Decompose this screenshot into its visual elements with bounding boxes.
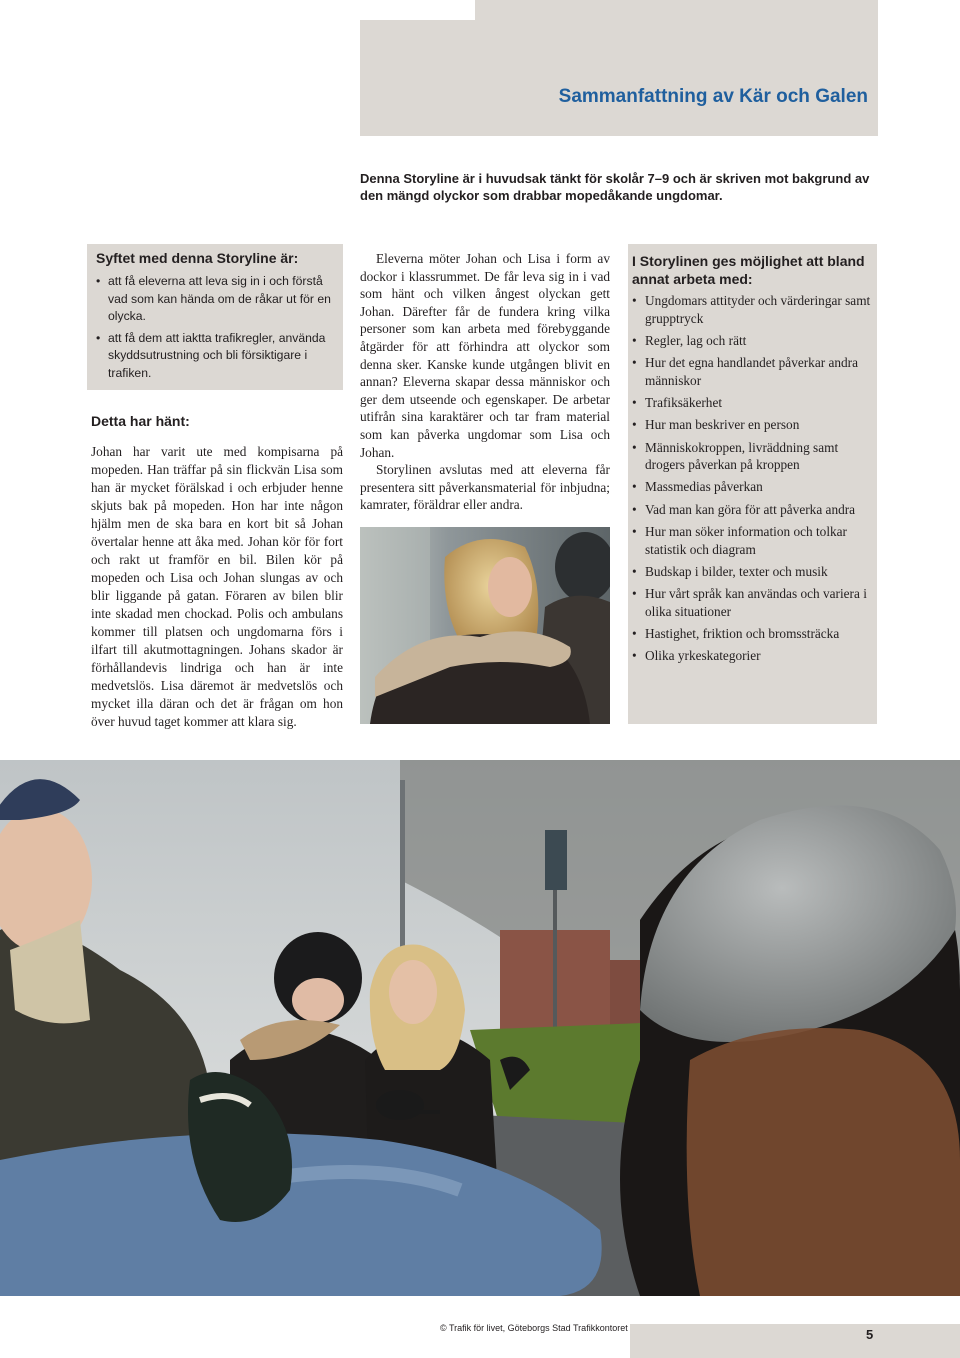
purpose-item: • att få eleverna att leva sig in i och förstå vad som kan hända om de råkar ut för en olycka. <box>96 273 336 326</box>
happened-text: Johan har varit ute med kompisarna på mopeden. Han träffar på sin flickvän Lisa som han är mycket förälskad i och erbjuder henne skjuts bak på mopeden. Hon har inte någon hjälm men de ska bara en kort bit så Johan övertalar henne att åka med. Johan kör för fort och rakt ut framför en bil. Bilen kör på mopeden och Lisa och Johan slungas av och blir liggande på gatan. Föraren av bilen blir inte skadad men chockad. Polis och ambulans kommer till platsen och ungdomarna förs i ilfart till akutmottagningen. Johans skador är förhållandevis lindriga och han är inte medvetslös. Lisa däremot är medvetslös och mycket illa däran och det är frågan om hon över huvud taget kommer att klara sig. <box>91 444 343 729</box>
topics-heading: I Storylinen ges möjlighet att bland annat arbeta med: <box>632 253 865 287</box>
happened-heading: Detta har hänt: <box>91 413 190 429</box>
topic-item: • Hastighet, friktion och bromssträcka <box>632 625 872 643</box>
middle-paragraph: Eleverna möter Johan och Lisa i form av dockor i klassrummet. De får leva sig in i vad som hänt och vilken ångest olyckan gett Johan. Därefter får de fundera kring vilka personer som kan arbeta med förebyggande åtgärder för att förhindra att olyckor som denna sker. Kanske kunde utgången blivit en annan? Eleverna skapar dessa människor och ger dem utseende och egenskaper. De arbetar utifrån sina karaktärer och tar fram material som kan påverka ungdomar som Lisa och Johan. <box>360 251 610 460</box>
topic-item: • Hur det egna handlandet påverkar andra människor <box>632 354 872 389</box>
photo-girl-portrait-image <box>360 527 610 724</box>
footer-bar <box>630 1324 960 1358</box>
purpose-heading: Syftet med denna Storyline är: <box>96 250 299 266</box>
photo-youths-moped <box>0 760 960 1296</box>
topic-item: • Trafiksäkerhet <box>632 394 872 412</box>
topic-item: • Hur vårt språk kan användas och variera i olika situationer <box>632 585 872 620</box>
middle-paragraph: Storylinen avslutas med att eleverna får presentera sitt påverkansmaterial för inbjudna; kamrater, föräldrar eller andra. <box>360 462 610 513</box>
page-title: Sammanfattning av Kär och Galen <box>558 86 868 107</box>
purpose-panel <box>87 244 343 390</box>
photo-girl-portrait <box>360 527 610 724</box>
middle-column <box>360 250 610 514</box>
purpose-list <box>96 273 336 386</box>
footer-credit: © Trafik för livet, Göteborgs Stad Trafikkontoret <box>440 1323 628 1333</box>
topic-item: • Hur man beskriver en person <box>632 416 872 434</box>
topic-item: • Människokroppen, livräddning samt drogers påverkan på kroppen <box>632 439 872 474</box>
topic-item: • Vad man kan göra för att påverka andra <box>632 501 872 519</box>
topic-item: • Olika yrkeskategorier <box>632 647 872 665</box>
photo-youths-moped-image <box>0 760 960 1296</box>
title-panel <box>360 20 878 136</box>
header-tab <box>475 0 878 20</box>
topics-list <box>632 292 872 670</box>
topic-item: • Massmedias påverkan <box>632 478 872 496</box>
topic-item: • Budskap i bilder, texter och musik <box>632 563 872 581</box>
topics-panel <box>628 244 877 724</box>
topic-item: • Hur man söker information och tolkar statistik och diagram <box>632 523 872 558</box>
intro-text: Denna Storyline är i huvudsak tänkt för skolår 7–9 och är skriven mot bakgrund av den mängd olyckor som drabbar mopedåkande ungdomar. <box>360 171 870 203</box>
topic-item: • Regler, lag och rätt <box>632 332 872 350</box>
topic-item: • Ungdomars attityder och värderingar samt grupptryck <box>632 292 872 327</box>
page-number: 5 <box>866 1327 874 1342</box>
purpose-item: • att få dem att iaktta trafikregler, använda skyddsutrustning och bli försiktigare i trafiken. <box>96 330 336 383</box>
